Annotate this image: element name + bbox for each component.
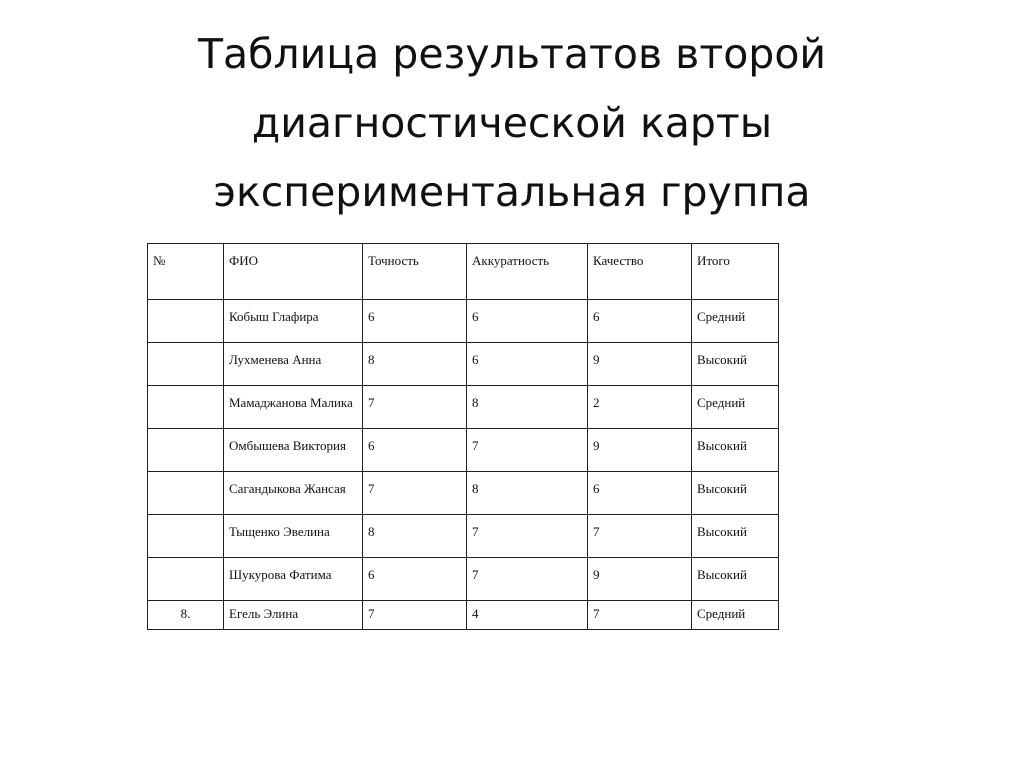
- cell-number: 8.: [148, 601, 224, 630]
- cell-name: Омбышева Виктория: [224, 429, 363, 472]
- cell-accuracy: 6: [363, 300, 467, 343]
- cell-neatness: 6: [467, 300, 588, 343]
- table-row: [148, 300, 779, 343]
- header-number: №: [148, 244, 224, 300]
- cell-number: [148, 386, 224, 429]
- cell-number: [148, 558, 224, 601]
- cell-quality: 6: [588, 300, 692, 343]
- cell-neatness: 7: [467, 429, 588, 472]
- cell-neatness: 4: [467, 601, 588, 630]
- table-row: [148, 343, 779, 386]
- cell-total: Средний: [692, 601, 779, 630]
- title-line: экспериментальная группа: [213, 168, 811, 216]
- table-row: [148, 601, 779, 630]
- cell-neatness: 7: [467, 558, 588, 601]
- cell-name: Тыщенко Эвелина: [224, 515, 363, 558]
- header-name: ФИО: [224, 244, 363, 300]
- table-row: [148, 558, 779, 601]
- cell-total: Средний: [692, 386, 779, 429]
- cell-name: Лухменева Анна: [224, 343, 363, 386]
- cell-number: [148, 429, 224, 472]
- cell-total: Высокий: [692, 472, 779, 515]
- cell-name: Мамаджанова Малика: [224, 386, 363, 429]
- cell-accuracy: 6: [363, 558, 467, 601]
- cell-name: Сагандыкова Жансая: [224, 472, 363, 515]
- cell-number: [148, 515, 224, 558]
- title-line: Таблица результатов второй: [197, 30, 827, 78]
- slide-title: [0, 20, 1024, 227]
- cell-neatness: 8: [467, 386, 588, 429]
- cell-total: Высокий: [692, 429, 779, 472]
- cell-neatness: 8: [467, 472, 588, 515]
- cell-quality: 9: [588, 343, 692, 386]
- cell-quality: 7: [588, 515, 692, 558]
- cell-accuracy: 7: [363, 472, 467, 515]
- header-quality: Качество: [588, 244, 692, 300]
- cell-accuracy: 8: [363, 343, 467, 386]
- cell-quality: 9: [588, 558, 692, 601]
- cell-neatness: 6: [467, 343, 588, 386]
- table-row: [148, 386, 779, 429]
- cell-total: Высокий: [692, 558, 779, 601]
- results-table: [147, 243, 779, 630]
- table-row: [148, 515, 779, 558]
- cell-accuracy: 7: [363, 601, 467, 630]
- cell-number: [148, 300, 224, 343]
- cell-quality: 7: [588, 601, 692, 630]
- cell-accuracy: 8: [363, 515, 467, 558]
- cell-total: Высокий: [692, 515, 779, 558]
- cell-accuracy: 6: [363, 429, 467, 472]
- header-total: Итого: [692, 244, 779, 300]
- cell-quality: 9: [588, 429, 692, 472]
- table-row: [148, 472, 779, 515]
- cell-number: [148, 472, 224, 515]
- cell-number: [148, 343, 224, 386]
- cell-total: Средний: [692, 300, 779, 343]
- table-row: [148, 429, 779, 472]
- cell-name: Егель Элина: [224, 601, 363, 630]
- cell-quality: 2: [588, 386, 692, 429]
- cell-total: Высокий: [692, 343, 779, 386]
- title-line: диагностической карты: [251, 99, 773, 147]
- cell-name: Шукурова Фатима: [224, 558, 363, 601]
- header-neatness: Аккуратность: [467, 244, 588, 300]
- table-header-row: [148, 244, 779, 300]
- cell-accuracy: 7: [363, 386, 467, 429]
- header-accuracy: Точность: [363, 244, 467, 300]
- cell-name: Кобыш Глафира: [224, 300, 363, 343]
- cell-neatness: 7: [467, 515, 588, 558]
- cell-quality: 6: [588, 472, 692, 515]
